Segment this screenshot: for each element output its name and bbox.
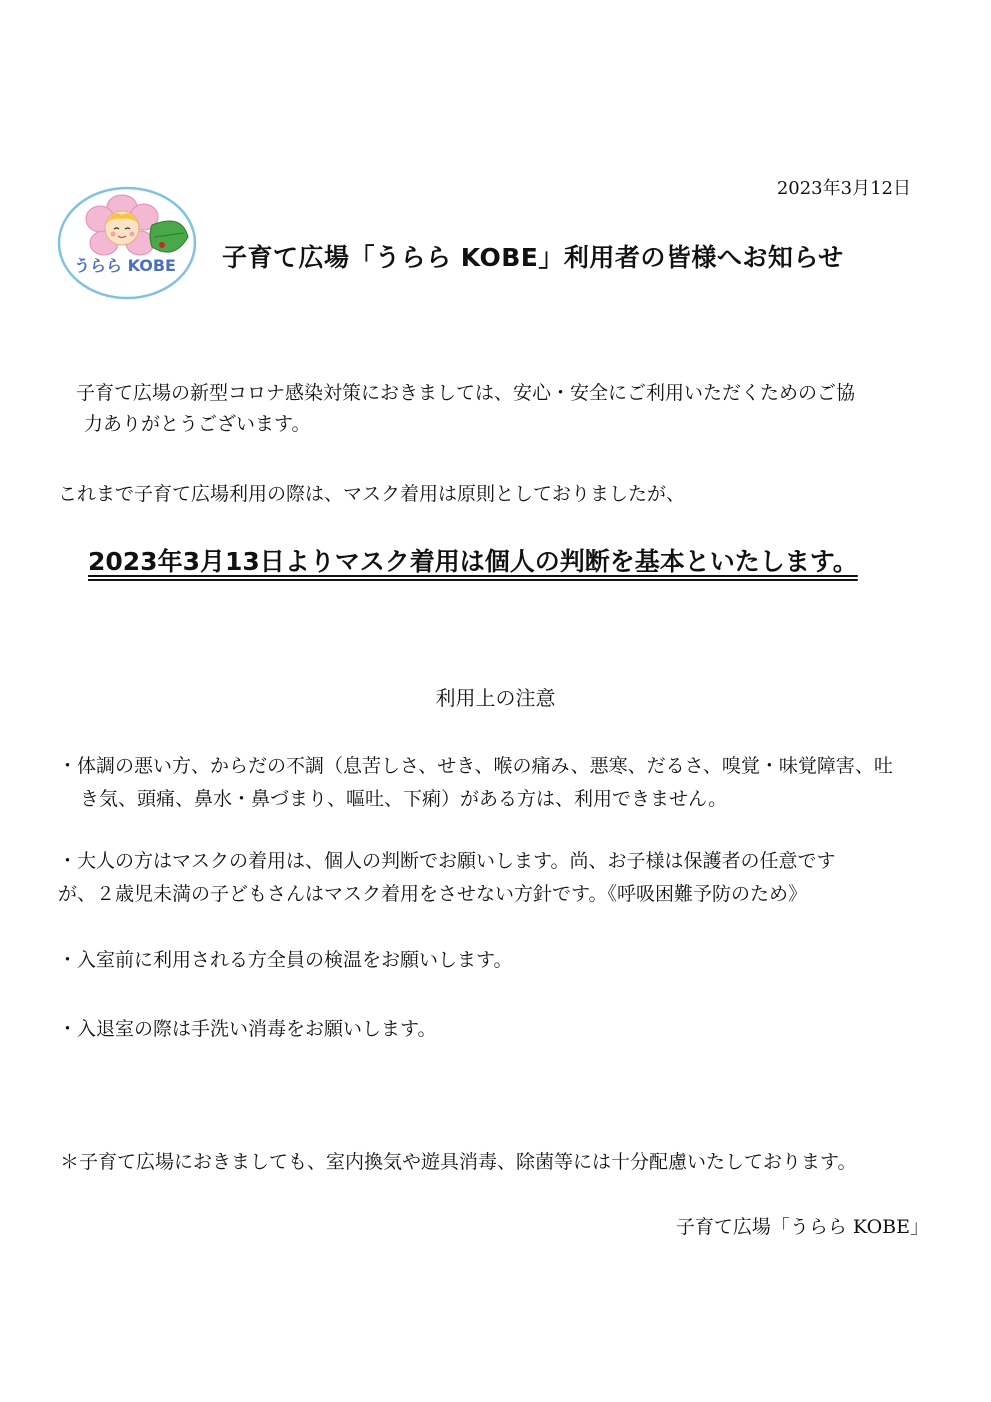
mask-policy-headline: 2023年3月13日よりマスク着用は個人の判断を基本といたします。 [88,547,858,576]
ladybug-icon [159,242,165,248]
notice-item-2-line-1: ・大人の方はマスクの着用は、個人の判断でお願いします。尚、お子様は保護者の任意です [58,850,836,872]
intro-line-1: 子育て広場の新型コロナ感染対策におきましては、安心・安全にご利用いただくためのご協 [76,382,856,404]
intro-line-2: 力ありがとうございます。 [84,413,311,435]
urara-kobe-logo [56,185,198,301]
logo-text: うらら KOBE [74,256,176,275]
section-title: 利用上の注意 [435,686,556,710]
notice-item-4: ・入退室の際は手洗い消毒をお願いします。 [58,1018,437,1040]
notice-item-2-line-2: が、２歳児未満の子どもさんはマスク着用をさせない方針です。《呼吸困難予防のため》 [58,883,807,905]
baby-face-icon [105,211,139,245]
document-date: 2023年3月12日 [776,178,911,199]
signature: 子育て広場「うらら KOBE」 [675,1216,929,1238]
footnote: ＊子育て広場におきましても、室内換気や遊具消毒、除菌等には十分配慮いたしております。 [60,1151,857,1173]
page-title: 子育て広場「うらら KOBE」利用者の皆様へお知らせ [222,243,844,272]
notice-item-1-line-1: ・体調の悪い方、からだの不調（息苦しさ、せき、喉の痛み、悪寒、だるさ、嗅覚・味覚障害、吐 [58,755,893,777]
notice-item-1-line-2: き気、頭痛、鼻水・鼻づまり、嘔吐、下痢）がある方は、利用できません。 [80,788,728,810]
previous-policy-text: これまで子育て広場利用の際は、マスク着用は原則としておりましたが、 [58,483,686,505]
notice-item-3: ・入室前に利用される方全員の検温をお願いします。 [58,949,513,971]
